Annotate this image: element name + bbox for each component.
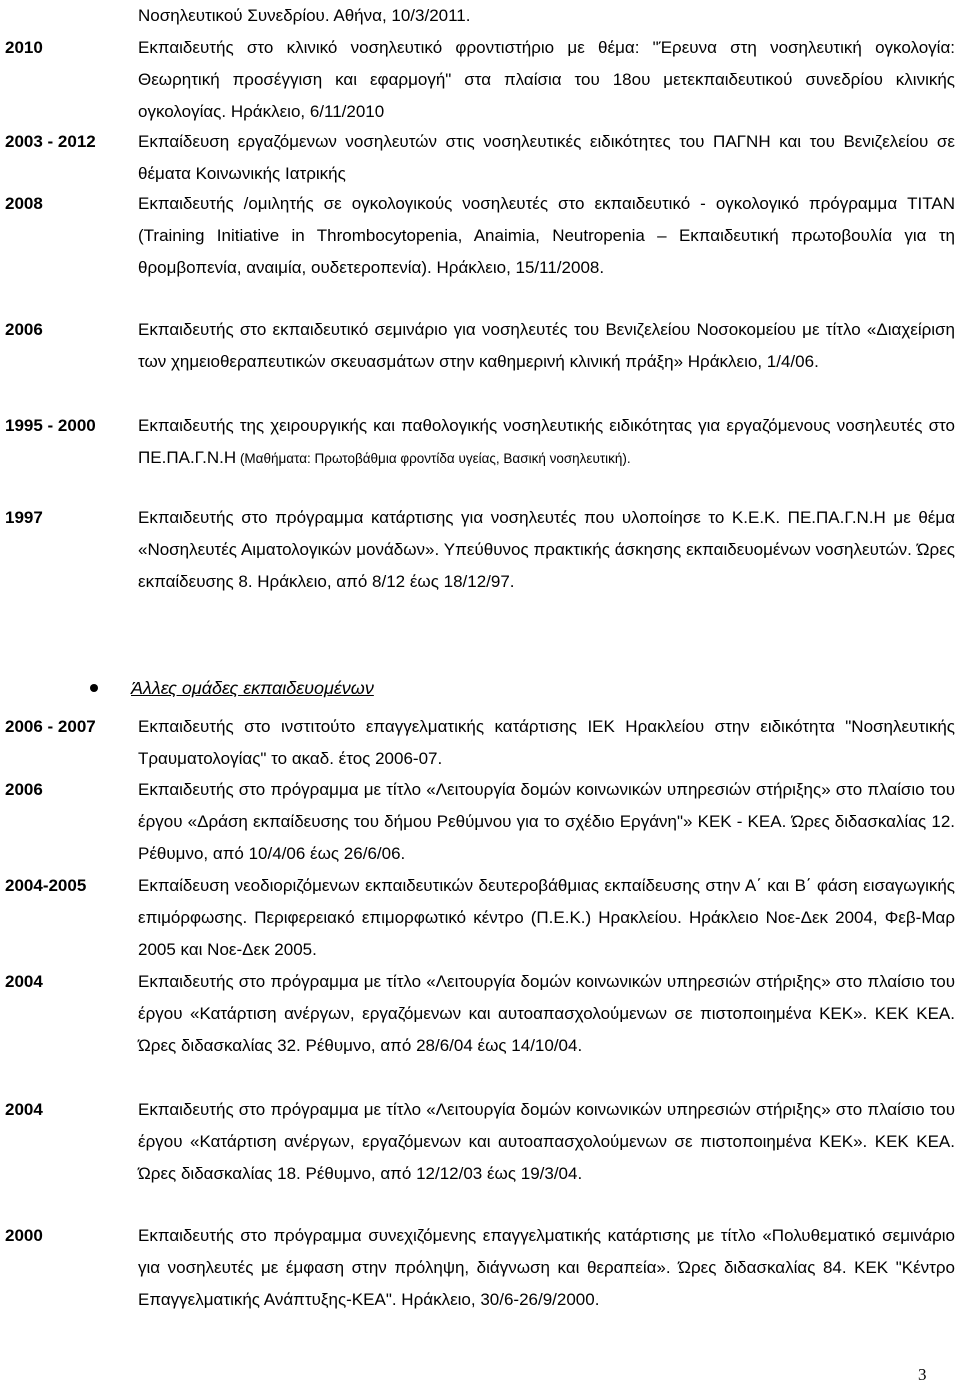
entry-text: Εκπαίδευση νεοδιοριζόμενων εκπαιδευτικών δευτεροβάθμιας εκπαίδευσης στην Α΄ και Β΄ φάση εισαγωγικής επιμόρφωσης. Περιφερειακό επιμορφωτικό κέντρο (Π.Ε.Κ.) Ηρακλείου. Ηράκλειο Νοε-Δεκ 2004, Φεβ-Μαρ 2005 και Νοε-Δεκ 2005. (138, 876, 955, 959)
entry-note-text: (Μαθήματα: Πρωτοβάθμια φροντίδα υγείας, Βασική νοσηλευτική). (236, 451, 631, 466)
continuation-text: Νοσηλευτικού Συνεδρίου. Αθήνα, 10/3/2011. (138, 6, 471, 25)
entry-text: Εκπαιδευτής στο ινστιτούτο επαγγελματικής κατάρτισης ΙΕΚ Ηρακλείου στην ειδικότητα "Νοσηλευτικής Τραυματολογίας" το ακαδ. έτος 2006-07. (138, 717, 955, 768)
entry-text: Εκπαιδευτής στο πρόγραμμα κατάρτισης για νοσηλευτές που υλοποίησε το Κ.Ε.Κ. ΠΕ.ΠΑ.Γ.Ν.Η με θέμα «Νοσηλευτές Αιματολογικών μονάδων». Υπεύθυνος πρακτικής άσκησης εκπαιδευομένων νοσηλευτών. Ώρες εκπαίδευσης 8. Ηράκλειο, από 8/12 έως 18/12/97. (138, 508, 955, 591)
bullet-icon (90, 684, 98, 692)
entry-year: 2004 (5, 1100, 43, 1119)
entry-year: 2004-2005 (5, 876, 87, 895)
entry-year: 2008 (5, 194, 43, 213)
entry-year: 2003 - 2012 (5, 132, 96, 151)
entry-text: Εκπαίδευση εργαζόμενων νοσηλευτών στις νοσηλευτικές ειδικότητες του ΠΑΓΝΗ και του Βενιζελείου σε θέματα Κοινωνικής Ιατρικής (138, 132, 955, 183)
page-number: 3 (918, 1365, 927, 1384)
entry-year: 2004 (5, 972, 43, 991)
entry-text: Εκπαιδευτής στο πρόγραμμα συνεχιζόμενης επαγγελματικής κατάρτισης με τίτλο «Πολυθεματικό σεμινάριο για νοσηλευτές με έμφαση στην πρόληψη, διάγνωση και θεραπεία». Ώρες διδασκαλίας 84. ΚΕΚ "Κέντρο Επαγγελματικής Ανάπτυξης-ΚΕΑ". Ηράκλειο, 30/6-26/9/2000. (138, 1226, 955, 1309)
entry-year: 1995 - 2000 (5, 416, 96, 435)
entry-text: Εκπαιδευτής στο πρόγραμμα με τίτλο «Λειτουργία δομών κοινωνικών υπηρεσιών στήριξης» στο πλαίσιο του έργου «Δράση εκπαίδευσης του δήμου Ρεθύμνου για το σχέδιο Εργάνη"» ΚΕΚ - ΚΕΑ. Ώρες διδασκαλίας 12. Ρέθυμνο, από 10/4/06 έως 26/6/06. (138, 780, 955, 863)
entry-text: Εκπαιδευτής /ομιλητής σε ογκολογικούς νοσηλευτές στο εκπαιδευτικό - ογκολογικό πρόγραμμα TITAN (Training Initiative in Thrombocytopenia, Anaimia, Neutropenia – Εκπαιδευτική πρωτοβουλία για τη θρομβοπενία, αναιμία, ουδετεροπενία). Ηράκλειο, 15/11/2008. (138, 194, 955, 277)
entry-year: 2006 (5, 320, 43, 339)
entry-text (138, 410, 955, 475)
entry-main-text: Εκπαιδευτής της χειρουργικής και παθολογικής νοσηλευτικής ειδικότητας για εργαζόμενους νοσηλευτές στο ΠΕ.ΠΑ.Γ.Ν.Η (138, 416, 955, 467)
entry-year: 2006 (5, 780, 43, 799)
entry-year: 2000 (5, 1226, 43, 1245)
entry-text: Εκπαιδευτής στο πρόγραμμα με τίτλο «Λειτουργία δομών κοινωνικών υπηρεσιών στήριξης» στο πλαίσιο του έργου «Κατάρτιση ανέργων, εργαζόμενων και αυτοαπασχολούμενων σε πιστοποιημένα ΚΕΚ». ΚΕΚ ΚΕΑ. Ώρες διδασκαλίας 18. Ρέθυμνο, από 12/12/03 έως 19/3/04. (138, 1100, 955, 1183)
entry-text: Εκπαιδευτής στο εκπαιδευτικό σεμινάριο για νοσηλευτές του Βενιζελείου Νοσοκομείου με τίτλο «Διαχείριση των χημειοθεραπευτικών σκευασμάτων στην καθημερινή κλινική πράξη» Ηράκλειο, 1/4/06. (138, 320, 955, 371)
entry-year: 2010 (5, 38, 43, 57)
entry-year: 1997 (5, 508, 43, 527)
entry-text: Εκπαιδευτής στο κλινικό νοσηλευτικό φροντιστήριο με θέμα: "Έρευνα στη νοσηλευτική ογκολογία: Θεωρητική προσέγγιση και εφαρμογή" στα πλαίσια του 18ου μετεκπαιδευτικού συνεδρίου κλινικής ογκολογίας. Ηράκλειο, 6/11/2010 (138, 38, 955, 121)
entry-text: Εκπαιδευτής στο πρόγραμμα με τίτλο «Λειτουργία δομών κοινωνικών υπηρεσιών στήριξης» στο πλαίσιο του έργου «Κατάρτιση ανέργων, εργαζόμενων και αυτοαπασχολούμενων σε πιστοποιημένα ΚΕΚ». ΚΕΚ ΚΕΑ. Ώρες διδασκαλίας 32. Ρέθυμνο, από 28/6/04 έως 14/10/04. (138, 972, 955, 1055)
entry-year: 2006 - 2007 (5, 717, 96, 736)
section-heading: Άλλες ομάδες εκπαιδευομένων (131, 678, 374, 698)
